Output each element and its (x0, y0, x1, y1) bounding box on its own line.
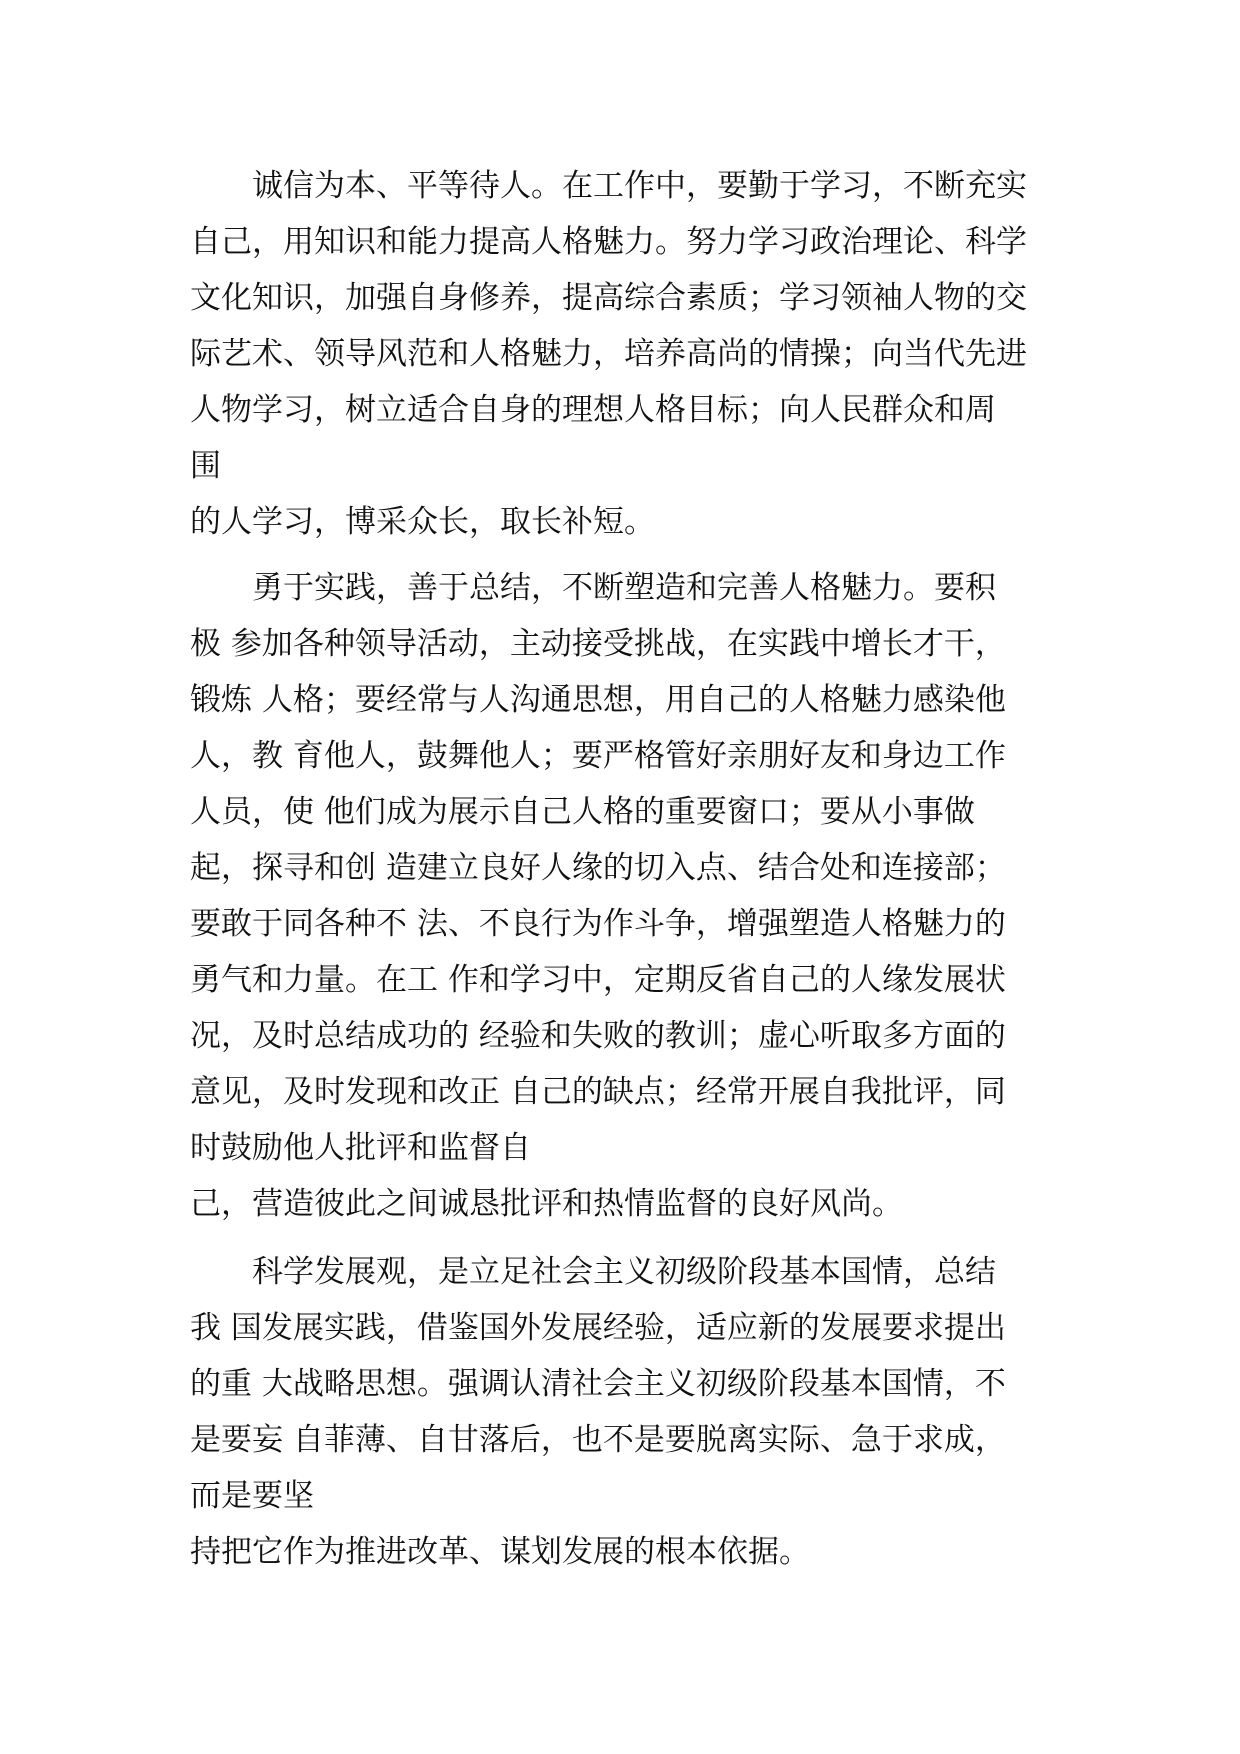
paragraph-1-line-4: 际艺术、领导风范和人格魅力，培养高尚的情操；向当代先进 (190, 336, 1027, 372)
paragraph-2-line-4: 人，教 育他人，鼓舞他人；要严格管好亲朋好友和身边工作 (190, 738, 1006, 774)
paragraph-3-line-6: 持把它作为推进改革、谋划发展的根本依据。 (190, 1534, 810, 1570)
paragraph-3-line-4: 是要妄 自菲薄、自甘落后，也不是要脱离实际、急于求成， (190, 1422, 1006, 1458)
paragraph-1-line-6: 围 (190, 448, 221, 484)
paragraph-2-line-3: 锻炼 人格；要经常与人沟通思想，用自己的人格魅力感染他 (190, 682, 1006, 718)
paragraph-2-line-5: 人员，使 他们成为展示自己人格的重要窗口；要从小事做 (190, 794, 975, 830)
paragraph-1-line-3: 文化知识，加强自身修养，提高综合素质；学习领袖人物的交 (190, 280, 1027, 316)
paragraph-3-line-1: 科学发展观，是立足社会主义初级阶段基本国情，总结 (252, 1254, 996, 1290)
paragraph-2-line-7: 要敢于同各种不 法、不良行为作斗争，增强塑造人格魅力的 (190, 906, 1006, 942)
paragraph-2-line-10: 意见，及时发现和改正 自己的缺点；经常开展自我批评，同 (190, 1074, 1006, 1110)
paragraph-1-line-1: 诚信为本、平等待人。在工作中，要勤于学习，不断充实 (252, 168, 1027, 204)
paragraph-3-line-5: 而是要坚 (190, 1478, 314, 1514)
paragraph-1-line-2: 自己，用知识和能力提高人格魅力。努力学习政治理论、科学 (190, 224, 1027, 260)
paragraph-2-line-6: 起，探寻和创 造建立良好人缘的切入点、结合处和连接部； (190, 850, 1006, 886)
paragraph-2-line-1: 勇于实践，善于总结，不断塑造和完善人格魅力。要积 (252, 570, 996, 606)
paragraph-2-line-8: 勇气和力量。在工 作和学习中，定期反省自己的人缘发展状 (190, 962, 1006, 998)
paragraph-3-line-2: 我 国发展实践，借鉴国外发展经验，适应新的发展要求提出 (190, 1310, 1006, 1346)
paragraph-1-line-7: 的人学习，博采众长，取长补短。 (190, 504, 655, 540)
paragraph-2-line-9: 况，及时总结成功的 经验和失败的教训；虚心听取多方面的 (190, 1018, 1006, 1054)
paragraph-3-line-3: 的重 大战略思想。强调认清社会主义初级阶段基本国情，不 (190, 1366, 1006, 1402)
paragraph-2-line-12: 己，营造彼此之间诚恳批评和热情监督的良好风尚。 (190, 1186, 903, 1222)
paragraph-1-line-5: 人物学习，树立适合自身的理想人格目标；向人民群众和周 (190, 392, 996, 428)
paragraph-2-line-2: 极 参加各种领导活动，主动接受挑战，在实践中增长才干， (190, 626, 1006, 662)
paragraph-2-line-11: 时鼓励他人批评和监督自 (190, 1130, 531, 1166)
